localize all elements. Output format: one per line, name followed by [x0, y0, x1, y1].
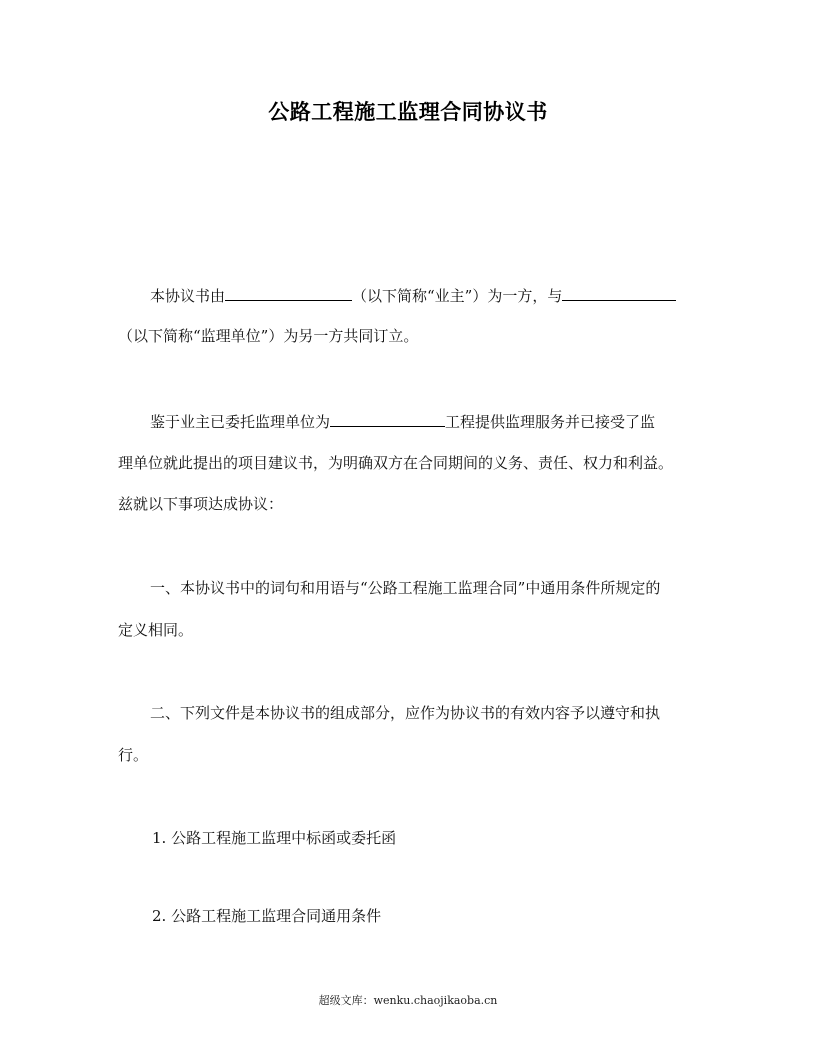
page-footer: 超级文库：wenku.chaojikaoba.cn — [318, 994, 498, 1007]
text: 工程提供监理服务并已接受了监 — [445, 413, 656, 431]
list-item: 1. 公路工程施工监理中标函或委托函 — [152, 829, 397, 847]
text: （以下简称“业主”）为一方，与 — [352, 287, 563, 305]
supervisor-name-blank[interactable] — [562, 284, 676, 301]
clause-1-line-1: 一、本协议书中的词句和用语与“公路工程施工监理合同”中通用条件所规定的 — [150, 579, 661, 597]
clause-1-line-2: 定义相同。 — [118, 621, 194, 639]
list-item: 2. 公路工程施工监理合同通用条件 — [152, 907, 382, 925]
text: 本协议书由 — [150, 287, 226, 305]
clause-2-line-2: 行。 — [118, 746, 149, 764]
text: 鉴于业主已委托监理单位为 — [150, 413, 331, 431]
paragraph-2-line-1 — [150, 410, 655, 432]
clause-2-line-1: 二、下列文件是本协议书的组成部分，应作为协议书的有效内容予以遵守和执 — [150, 704, 661, 722]
paragraph-2-line-2: 理单位就此提出的项目建议书，为明确双方在合同期间的义务、责任、权力和利益。 — [118, 454, 674, 472]
paragraph-1-line-2: （以下简称“监理单位”）为另一方共同订立。 — [118, 327, 419, 345]
project-name-blank[interactable] — [330, 410, 445, 427]
page-title: 公路工程施工监理合同协议书 — [268, 100, 548, 124]
owner-name-blank[interactable] — [225, 284, 352, 301]
paragraph-2-line-3: 兹就以下事项达成协议： — [118, 495, 284, 513]
paragraph-1-line-1 — [150, 284, 676, 306]
